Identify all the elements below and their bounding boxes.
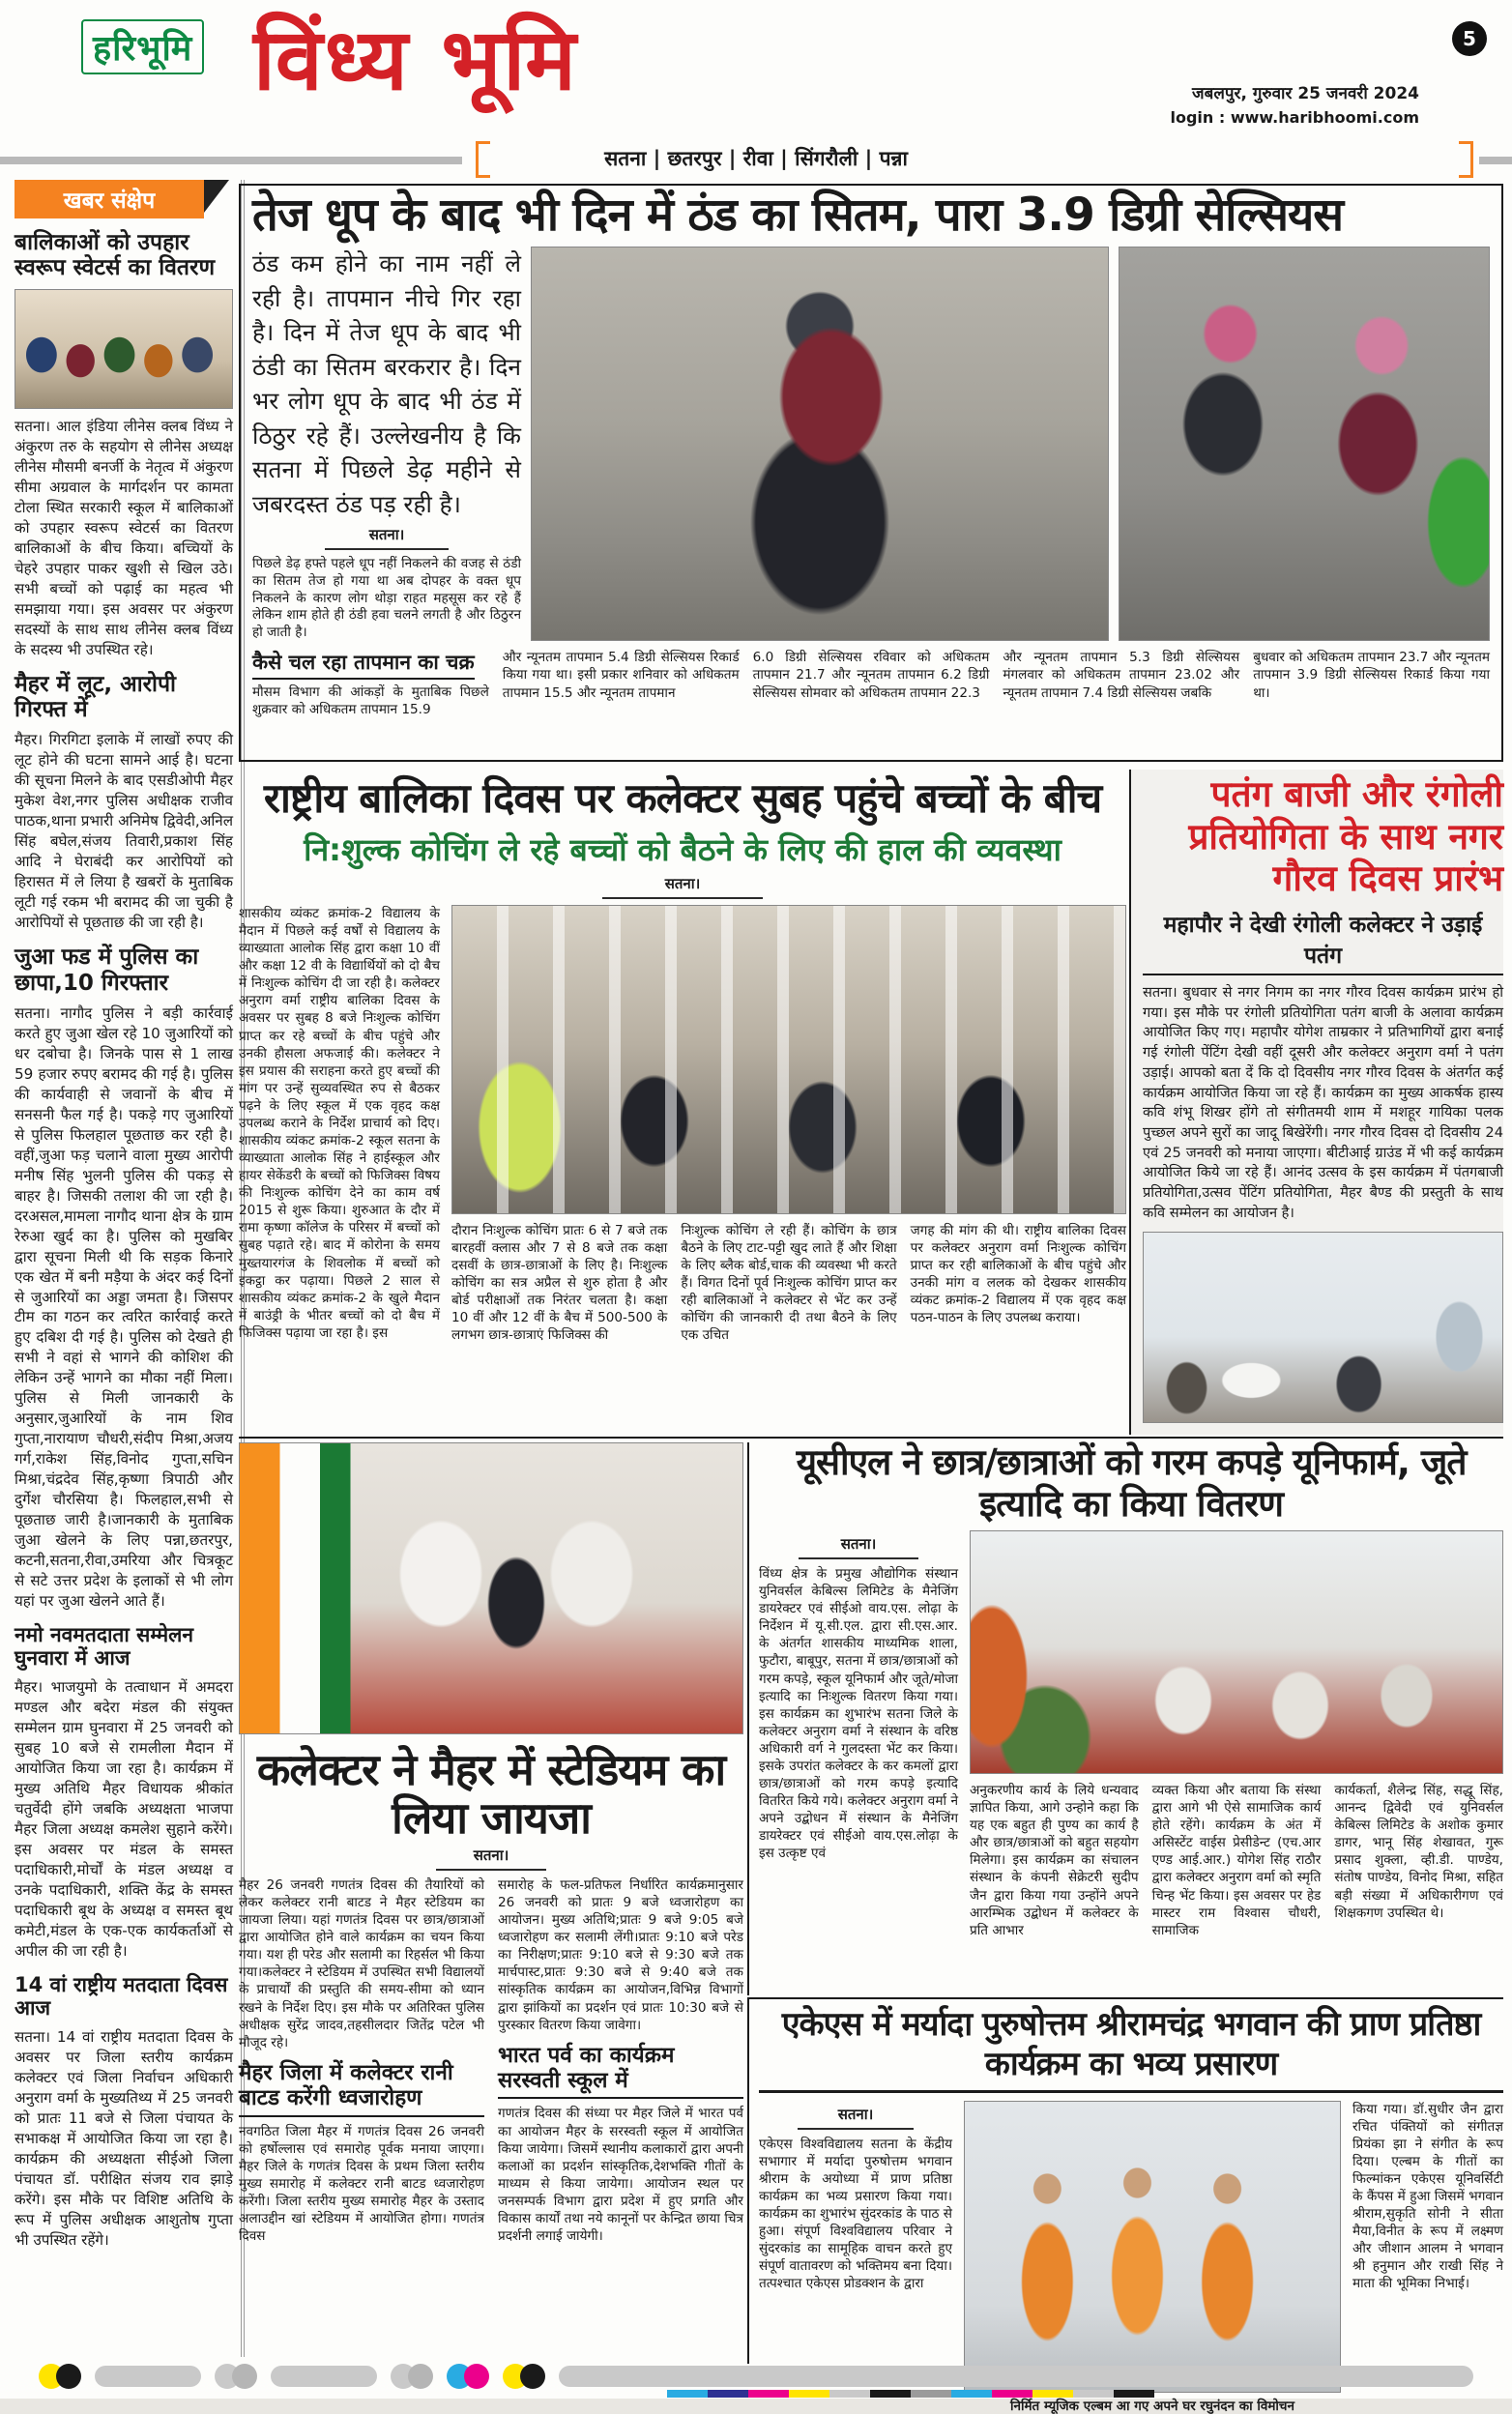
temperature-column: और न्यूनतम तापमान 5.4 डिग्री सेल्सियस रिकार्ड किया गया था। इसी प्रकार शनिवार को अधिकतम तापमान 15.5 और न्यूनतम तापमान [502,650,740,701]
gray-registration-dot [232,2364,257,2389]
flag-hoisting-subhead: मैहर जिला में कलेक्टर रानी बाटड करेंगी ध्वजारोहण [239,2061,484,2117]
ucil-column-1: विंध्य क्षेत्र के प्रमुख औद्योगिक संस्थान युनिवर्सल केबिल्स लिमिटेड के मैनेजिंग डायरेक्टर एवं सीईओ वाय.एस. लोढ़ा के निर्देशन में यू.सी.एल. द्वारा सी.एस.आर. के अंतर्गत शासकीय माध्यमिक शाला, फुटौरा, बाबूपुर, सतना में छात्र/छात्राओं को गरम कपड़े, स्कूल यूनिफार्म और जूते/मोजा इत्यादि का निःशुल्क वितरण किया गया। इस कार्यक्रम का शुभारंभ सतना जिले के कलेक्टर अनुराग वर्मा ने संस्थान के वरिष्ठ अधिकारी वर्ग ने गुलदस्ता भेंट कर किया। इसके उपरांत कलेक्टर के कर कमलों द्वारा छात्र/छात्राओं को गरम कपड़े इत्यादि वितरित किये गये। कलेक्टर अनुराग वर्मा ने अपने उद्बोधन में संस्थान के मैनेजिंग डायरेक्टर एवं सीईओ वाय.एस.लोढ़ा के इस उत्कृष्ट एवं [759,1566,958,1862]
sidebar-article-body: मैहर। गिरगिटा इलाके में लाखों रुपए की लूट होने की घटना सामने आई है। घटना की सूचना मिलने के बाद एसडीओपी मैहर मुकेश वेश,नगर पुलिस अधीक्षक राजीव पाठक,थाना प्रभारी अनिमेष द्विवेदी,अनिल सिंह बघेल,संजय तिवारी,प्रकाश सिंह आदि ने घेराबंदी कर आरोपियों को हिरासत में ले लिया है खबरों के मुताबिक लूटी गई रकम भी बरामद की जा चुकी है आरोपियों से पूछताछ की जा रही है। [15,731,233,932]
weather-headline: तेज धूप के बाद भी दिन में ठंड का सितम, पारा 3.9 डिग्री सेल्सियस [252,189,1344,242]
temperature-text: मौसम विभाग की आंकड़ों के मुताबिक पिछले शुक्रवार को अधिकतम तापमान 15.9 [252,684,489,718]
ucil-left-column [759,1530,958,1939]
balika-green-subhead: नि:शुल्क कोचिंग ले रहे बच्चों को बैठने के लिए की हाल की व्यवस्था [304,831,1061,868]
weather-dateline: सतना। [325,525,449,550]
section-divider [239,1437,1503,1439]
yellow-swatch [1032,2390,1073,2398]
gray-registration-dot [408,2364,433,2389]
districts-bracket-left [476,141,490,178]
stadium-column-1 [239,1876,484,2245]
ucil-column-3: व्यक्त किया और बताया कि संस्था द्वारा आगे भी ऐसे सामाजिक कार्य होते रहेंगे। कार्यक्रम के अंत में असिस्टेंट वाईस प्रेसीडेन्ट (एच.आर एण्ड आई.आर.) योगेश सिंह राठौर द्वारा कलेक्टर अनुराग वर्मा को स्मृति चिन्ह भेंट किया। इस अवसर पर हेड मास्टर राम विश्वास चौधरी, सामाजिक [1151,1783,1322,1938]
sidebar-article-title: 14 वां राष्ट्रीय मतदाता दिवस आज [15,1972,228,2020]
ucil-column-4: कार्यकर्ता, शैलेन्द्र सिंह, सद्धू सिंह, आनन्द द्विवेदी एवं युनिवर्सल केबिल्स लिमिटेड के अशोक कुमार डागर, भानू सिंह शेखावत, गुरू प्रसाद शुक्ला, व्ही.डी. पाण्डेय, संतोष पाण्डेय, विनोद मिश्रा, सहित बड़ी संख्या में अधिकारीगण एवं शिक्षकगण उपस्थित थे। [1334,1783,1503,1921]
ucil-headline: यूसीएल ने छात्र/छात्राओं को गरम कपड़े यूनिफार्म, जूते इत्यादि का किया वितरण [796,1441,1467,1525]
gray-swatch [829,2390,870,2398]
balika-column-1: शासकीय व्यंकट क्रमांक-2 विद्यालय के मैदान में पिछले कई वर्षों से विद्यालय के व्याख्याता आलोक सिंह द्वारा कक्षा 10 वीं और कक्षा 12 वी के विद्यार्थियों को दो बैच में निःशुल्क कोचिंग दी जा रही है। कलेक्टर अनुराग वर्मा राष्ट्रीय बालिका दिवस के अवसर पर सुबह 8 बजे निःशुल्क कोचिंग प्राप्त कर रहे बच्चों के बीच पहुंचे और उनकी हौसला अफजाई की। कलेक्टर ने इस प्रयास की सराहना करते हुए बच्चों की मांग पर उन्हें सुव्यवस्थित रुप से बैठकर पढ़ने के लिए स्कूल में एक वृहद कक्ष उपलब्ध कराने के निर्देश प्राचार्य को दिए। शासकीय व्यंकट क्रमांक-2 स्कूल सतना के व्याख्याता आलोक सिंह ने हाईस्कूल और हायर सेकेंडरी के बच्चों को फिजिक्स विषय की निःशुल्क कोचिंग देने का काम वर्ष 2015 से शुरू किया। शुरुआत के दौर में रामा कृष्णा कॉलेज के परिसर में बच्चों को सुबह पढ़ाते रहे। बाद में कोरोना के समय मुख्तयारगंज के शिवलोक में बच्चों को इकट्ठा कर पढ़ाया। पिछले 2 साल से शासकीय व्यंकट क्रमांक-2 के खुले मैदान में बाउंड्री के भीतर बच्चों को दो बैच में फिजिक्स पढ़ाया जा रहा है। इस [239,906,440,1341]
temperature-column: बुधवार को अधिकतम तापमान 23.7 और न्यूनतम तापमान 3.9 डिग्री सेल्सियस रिकार्ड किया गया था। [1253,650,1490,701]
cyan-swatch [667,2390,708,2398]
sidebar-article-body: मैहर। भाजयुमो के तत्वाधान में अमदरा मण्डल और बदेरा मंडल की संयुक्त सम्मेलन ग्राम घुनवारा में 25 जनवरी को सुबह 10 बजे से रामलीला मैदान में आयोजित किया जा रहा है। कार्यक्रम में मुख्य अतिथि मैहर विधायक श्रीकांत चतुर्वेदी होंगे जबकि अध्यक्षता भाजपा मैहर जिला अध्यक्ष कमलेश सुहाने करेंगे। इस अवसर पर मंडल के समस्त पदाधिकारी,मोर्चों के मंडल अध्यक्ष व उनके पदाधिकारी, शक्ति केंद्र के समस्त पदाधिकारी बूथ के अध्यक्ष व समस्त बूथ कमेटी,मंडल के एक-एक कार्यकर्ताओं से अपील की जा रही है। [15,1678,233,1960]
gray-registration-bar [559,2366,1473,2387]
aks-headline: एकेएस में मर्यादा पुरुषोत्तम श्रीरामचंद्र भगवान की प्राण प्रतिष्ठा कार्यक्रम का भव्य प्रसारण [759,2005,1503,2093]
districts-bar [0,141,1512,176]
temperature-column: 6.0 डिग्री सेल्सियस रविवार को अधिकतम तापमान 21.7 और न्यूनतम तापमान 6.2 डिग्री सेल्सियस सोमवार को अधिकतम तापमान 22.3 [752,650,990,701]
aks-dateline: सतना। [798,2105,914,2130]
sidebar-article-title: जुआ फड में पुलिस का छापा,10 गिरफ्तार [15,945,199,996]
sidebar-article-title: नमो नवमतदाता सम्मेलन घुनवारा में आज [15,1623,194,1671]
sidebar-article-title: मैहर में लूट, आरोपी गिरफ्त में [15,671,176,722]
balika-column-4: जगह की मांग की थी। राष्ट्रीय बालिका दिवस पर कलेक्टर अनुराग वर्मा निःशुल्क कोचिंग प्राप्त कर रही बालिकाओं के बीच पहुंचे और उनकी मांग व ललक को देखकर शासकीय व्यंकट क्रमांक-2 विद्यालय में एक वृहद कक्ष पठन-पाठन के लिए उपलब्ध कराया। [910,1223,1126,1326]
stadium-dateline: सतना। [436,1846,547,1871]
stadium-headline: कलेक्टर ने मैहर में स्टेडियम का लिया जायजा [256,1744,726,1844]
gaurav-diwas-body: सतना। बुधवार से नगर निगम का नगर गौरव दिवस कार्यक्रम प्रारंभ हो गया। इस मौके पर रंगोली प्रतियोगिता पतंग बाजी के अलावा कार्यक्रम आयोजित किए गए। महापौर योगेश ताम्रकार ने प्रतिभागियों द्वारा बनाई गई रंगोली पेंटिंग देखी वहीं दूसरी और कलेक्टर अनुराग वर्मा ने पतंग उड़ाई। आपको बता दें कि दो दिवसीय नगर गौरव दिवस के अंतर्गत कई कार्यक्रम आयोजित किया जा रहे हैं। कार्यक्रम का मुख्य आकर्षक हास्य कवि शंभू शिखर होंगे तो संगीतमयी शाम में मशहूर गायिका पलक पुच्छल अपने सुरों का जादू बिखेरेंगी। नगर गौरव दिवस दो दिवसीय 24 एवं 25 जनवरी को मनाया जाएगा। बीटीआई ग्राउंड में भी कई कार्यक्रम आयोजित किये जा रहे हैं। आनंद उत्सव के इस कार्यक्रम में पंतगबाजी प्रतियोगिता,उत्सव पेंटिंग प्रतियोगिता, मैहर बैण्ड की प्रस्तुती के साथ कवि सम्मेलन का आयोजन है। [1143,983,1503,1221]
cyan-swatch [951,2390,992,2398]
yellow-swatch [789,2390,829,2398]
sidebar-article-body: सतना। 14 वां राष्ट्रीय मतदाता दिवस के अवसर पर जिला स्तरीय कार्यक्रम कलेक्टर एवं जिला निर्वाचन अधिकारी अनुराग वर्मा के मुख्यतिथ्य में 25 जनवरी को प्रातः 11 बजे से जिला पंचायत के सभाकक्ष में आयोजित किया जा रहा है। कार्यक्रम की अध्यक्षता सीईओ जिला पंचायत डॉ. परीक्षित संजय राव झाड़े करेंगे। इस मौके पर विशिष्ट अतिथि के रूप में पुलिस अधीक्षक आशुतोष गुप्ता भी उपस्थित रहेंगे। [15,2028,233,2249]
sidebar-article-body: सतना। आल इंडिया लीनेस क्लब विंध्य ने अंकुरण तरु के सहयोग से लीनेस अध्यक्ष लीनेस मौसमी बनर्जी के नेतृत्व में अंकुरण सीमा अग्रवाल के मार्गदर्शन पर कामता टोला स्थित सरकारी स्कूल में बालिकाओं को उपहार स्वरूप स्वेटर्स का वितरण बालिकाओं के बीच किया। बच्चियों के चेहरे उपहार पाकर खुशी से खिल उठे।सभी बच्चों को पढ़ाई का महत्व भी समझाया गया। इस अवसर पर अंकुरण सदस्यों के साथ साथ लीनेस क्लब विंध्य के सदस्य भी उपस्थित रहे। [15,417,233,658]
ucil-dateline: सतना। [799,1534,918,1559]
balika-headline: राष्ट्रीय बालिका दिवस पर कलेक्टर सुबह पहुंचे बच्चों के बीच [263,774,1102,822]
stage-dais-photo [239,1442,743,1734]
ucil-column-2: अनुकरणीय कार्य के लिये धन्यवाद ज्ञापित किया, आगे उन्होने कहा कि यह एक बहुत ही पुण्य का कार्य है और छात्र/छात्राओं को बहुत सहयोग मिलेगा। इस कार्यक्रम का संचालन संस्थान के कंपनी सेक्रेटरी सुदीप जैन द्वारा किया गया उन्होंने अपने आरम्भिक उद्बोधन में कलेक्टर के प्रति आभार [970,1783,1139,1938]
bharat-parv-subhead: भारत पर्व का कार्यक्रम सरस्वती स्कूल में [498,2044,743,2100]
magenta-registration-dot [464,2364,489,2389]
districts-rule-left [0,157,462,164]
ucil-right-block [970,1530,1503,1939]
black-swatch [870,2390,911,2398]
aks-article [747,1997,1503,2414]
districts-list: सतना | छतरपुर | रीवा | सिंगरौली | पन्ना [604,147,908,170]
sidebar-article-body: सतना। नागौद पुलिस ने बड़ी कार्रवाई करते हुए जुआ खेल रहे 10 जुआरियों को धर दबोचा है। जिनके पास से 1 लाख 59 हजार रुपए बरामद की गई है। पुलिस की कार्यवाही से जवानों के बीच में सनसनी फैल गई है। पकड़े गए जुआरियों से पुलिस फिलहाल पूछताछ कर रही है। वहीं,जुआ फड़ चलाने वाला मुख्य आरोपी मनीष सिंह भुलनी पुलिस की पकड़ से बाहर है। जिसकी तलाश की जा रही है। दरअसल,मामला नागौद थाना क्षेत्र के ग्राम रेरुआ खुर्द का है। पुलिस को मुखबिर द्वारा सूचना मिली थी कि सड़क किनारे एक खेत में बनी मड़ैया के अंदर कई दिनों से जुआरियों का अड्डा जमता है। जिसपर टीम का गठन कर त्वरित कार्रवाई करते हुए दबिश दी गई है। पुलिस को देखते ही सभी ने वहां से भागने की कोशिश की लेकिन उन्हें भागने का मौका नहीं मिला। पुलिस से मिली जानकारी के अनुसार,जुआरियों के नाम शिव गुप्ता,नारायाण चौधरी,संदीप मिश्रा,अजय गर्ग,राकेश सिंह,विनोद गुप्ता,सचिन मिश्रा,चंद्रदेव सिंह,कृष्णा त्रिपाठी और दुर्गेश चौरसिया है। फिलहाल,सभी से पूछताछ जारी है।जानकारी के मुताबिक जुआ खेलने के लिए पन्ना,छतरपुर, कटनी,सतना,रीवा,उमरिया और चित्रकूट से सटे उत्तर प्रदेश के इलाकों से भी लोग यहां पर जुआ खेलने आते हैं। [15,1003,233,1611]
balika-column-2: दौरान निःशुल्क कोचिंग प्रातः 6 से 7 बजे तक बारहवीं क्लास और 7 से 8 बजे तक कक्षा दसवीं के छात्र-छात्राओं के लिए है। निःशुल्क कोचिंग का सत्र अप्रैल से शुरु होता है और बोर्ड परीक्षाओं तक निरंतर चलता है। कक्षा 10 वीं और 12 वीं के बैच में 500-500 के लगभग छात्र-छात्राएं फिजिक्स की [451,1223,668,1344]
stadium-body-1: मैहर 26 जनवरी गणतंत्र दिवस की तैयारियों को लेकर कलेक्टर रानी बाटड ने मैहर स्टेडियम का जायजा लिया। यहां गणतंत्र दिवस पर छात्र/छात्राओं द्वारा आयोजित होने वाले कार्यक्रम का चयन किया गया। यश ही परेड और सलामी का रिहर्सल भी किया गया।कलेक्टर ने स्टेडियम में उपस्थित सभी विद्यालयों के प्राचार्यों की प्रस्तुति की समय-सीमा को ध्यान रखने के निर्देश दिए। इस मौके पर अतिरिक्त पुलिस अधीक्षक सुरेंद्र जादव,तहसीलदार जितेंद्र पटेल भी मौजूद रहे। [239,1877,484,2050]
black-registration-dot [520,2364,545,2389]
color-calibration-strip [667,2390,1154,2398]
edition-title: विंध्य भूमि [253,10,578,109]
students-certificates-photo [451,905,1126,1214]
districts-rule-right [1479,157,1512,164]
gray-registration-bar [95,2366,201,2387]
gaurav-diwas-subhead: महापौर ने देखी रंगोली कलेक्टर ने उड़ाई पतंग [1143,908,1503,975]
temperature-subhead: कैसे चल रहा तापमान का चक्र [252,649,475,680]
news-briefs-sidebar [15,180,245,2357]
aks-photo-caption: निर्मित म्यूजिक एल्बम आ गए अपने घर रघुनंदन का विमोचन [1010,2398,1294,2414]
distribution-event-photo [970,1530,1503,1774]
weather-intro: ठंड कम होने का नाम नहीं ले रही है। तापमान नीचे गिर रहा है। दिन में तेज धूप के बाद भी ठंडी का सितम बरकरार है। दिन भर लोग धूप के बाद भी ठंड में ठिठुर रहे हैं। उल्लेखनीय है कि सतना में पिछले डेढ़ महीने से जबरदस्त ठंड पड़ रही है। [252,249,521,518]
masked-pedestrians-photo [1119,247,1490,641]
haribhoomi-logo: हरिभूमि [81,19,204,74]
sweater-distribution-photo [15,289,233,409]
magenta-swatch [748,2390,789,2398]
kite-flying-photo [1143,1232,1503,1423]
print-registration-marks [39,2363,1473,2390]
districts-bracket-right [1459,141,1473,178]
website-login-url[interactable]: login : www.haribhoomi.com [1170,108,1419,127]
gaurav-diwas-article [1129,770,1503,1435]
gray-swatch [1073,2390,1114,2398]
gray-swatch [911,2390,951,2398]
news-briefs-header: खबर संक्षेप [15,180,204,218]
sidebar-article-title: बालिकाओं को उपहार स्वरूप स्वेटर्स का वितरण [15,230,216,281]
stadium-body-3: समारोह के फल-प्रतिफल निर्धारित कार्यक्रमानुसार 26 जनवरी को प्रातः 9 बजे ध्वजारोहण का आयोजन। मुख्य अतिथि;प्रातः 9 बजे 9:05 बजे ध्वजारोहण कर सलामी लेंगी।प्रातः 9:10 बजे परेड का निरीक्षण;प्रातः 9:10 बजे से 9:30 बजे तक मार्चपास्ट,प्रातः 9:30 बजे से 9:40 बजे तक सांस्कृतिक कार्यक्रम का आयोजन,विभिन्न विभागों द्वारा झांकियों का प्रदर्शन एवं प्रातः 10:30 बजे से पुरस्कार वितरण किया जावेगा। [498,1877,743,2033]
gaurav-diwas-headline: पतंग बाजी और रंगोली प्रतियोगिता के साथ नगर गौरव दिवस प्रारंभ [1188,773,1503,900]
balika-dateline: सतना। [602,874,762,899]
stadium-body-2: नवगठित जिला मैहर में गणतंत्र दिवस 26 जनवरी को हर्षोल्लास एवं समारोह पूर्वक मनाया जाएगा। मैहर जिले के गणतंत्र दिवस के प्रथम जिला स्तरीय मुख्य समारोह में कलेक्टर रानी बाटड ध्वजारोहण करेंगी। जिला स्तरीय मुख्य समारोह मैहर के उस्ताद अलाउद्दीन खां स्टेडियम में आयोजित होगा। गणतंत्र दिवस [239,2123,484,2244]
issue-dateline: जबलपुर, गुरुवार 25 जनवरी 2024 [1192,84,1419,103]
ram-darbar-costume-photo [964,2101,1341,2393]
aks-column-1: एकेएस विश्वविद्यालय सतना के केंद्रीय सभागार में मर्यादा पुरुषोत्तम भगवान श्रीराम के अयोध्या में प्राण प्रतिष्ठा कार्यक्रम का भव्य प्रसारण किया गया। कार्यक्रम का शुभारंभ सुंदरकांड के पाठ से हुआ। संपूर्ण विश्वविद्यालय परिवार ने सुंदरकांड का सामूहिक वाचन करते हुए संपूर्ण वातावरण को भक्तिमय बना दिया। तत्पश्चात एकेएस प्रोडक्शन के द्वारा [759,2136,952,2292]
ucil-article [747,1442,1503,1995]
weather-article [239,184,1503,762]
scooter-rider-photo [531,247,1109,641]
blue-swatch [708,2390,748,2398]
temperature-column: और न्यूनतम तापमान 5.3 डिग्री सेल्सियस मंगलवार को अधिकतम तापमान 23.02 और न्यूनतम तापमान 7.4 डिग्री सेल्सियस जबकि [1003,650,1240,701]
weather-intro-column [252,247,521,641]
balika-diwas-article [239,770,1126,1435]
stadium-article [239,1442,743,2364]
aks-column-2: किया गया। डॉ.सुधीर जैन द्वारा रचित पंक्तियों को संगीतज्ञ प्रियंका झा ने संगीत के रूप दिया। एल्बम के गीतों का फिल्मांकन एकेएस यूनिवर्सिटी के कैंपस में हुआ जिसमें भगवान श्रीराम,सुकृति सोनी ने सीता मैया,विनीत के रूप में लक्ष्मण और जीशान आलम ने भगवान श्री हनुमान और राखी सिंह ने माता की भूमिका निभाई। [1352,2101,1503,2292]
stadium-column-2 [498,1876,743,2245]
temperature-column [252,649,489,718]
black-registration-dot [56,2364,81,2389]
magenta-swatch [992,2390,1032,2398]
page-number-badge: 5 [1452,21,1487,56]
gray-registration-bar [271,2366,377,2387]
black-swatch [1114,2390,1154,2398]
balika-column-3: निःशुल्क कोचिंग ले रही हैं। कोचिंग के छात्र बैठने के लिए टाट-पट्टी खुद लाते हैं और शिक्षा के लिए ब्लैक बोर्ड,चाक की व्यवस्था भी करते हैं। विगत दिनों पूर्व निःशुल्क कोचिंग प्राप्त कर रही बालिकाओं ने कलेक्टर से भेंट कर उन्हें कोचिंग की जानकारी दी तथा बैठने के लिए एक उचित [681,1223,897,1344]
weather-lead: पिछले डेढ़ हफ्ते पहले धूप नहीं निकलने की वजह से ठंडी का सितम तेज हो गया था अब दोपहर के वक्त धूप निकलने के कारण लोग थोड़ा राहत महसूस कर रहे हैं लेकिन शाम होते ही ठंडी हवा चलने लगती है और ठिठुरन हो जाती है। [252,556,521,641]
stadium-body-4: गणतंत्र दिवस की संध्या पर मैहर जिले में भारत पर्व का आयोजन मैहर के सरस्वती स्कूल में आयोजित किया जायेगा। जिसमें स्थानीय कलाकारों द्वारा अपनी कलाओं का प्रदर्शन सांस्कृतिक,देशभक्ति गीतों के माध्यम से किया जायेगा। आयोजन स्थल पर जनसम्पर्क विभाग द्वारा प्रदेश में हुए प्रगति और विकास कार्यों तथा नये कानूनों पर केन्द्रित छाया चित्र प्रदर्शनी लगाई जायेगी। [498,2106,743,2244]
balika-right-block [451,905,1126,1345]
